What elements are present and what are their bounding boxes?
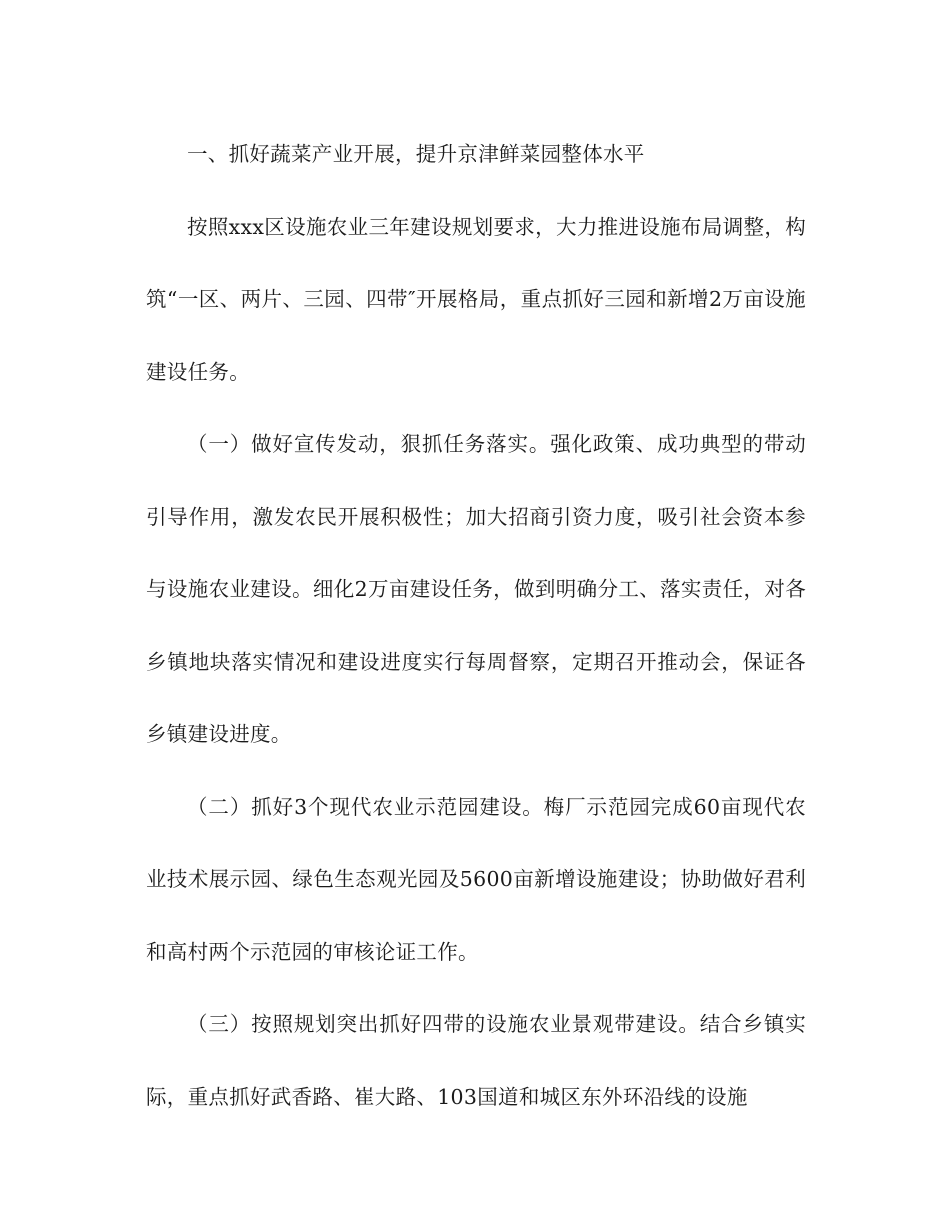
document-body — [146, 118, 806, 1133]
paragraph-item-1: （一）做好宣传发动，狠抓任务落实。强化政策、成功典型的带动引导作用，激发农民开展积极性；加大招商引资力度，吸引社会资本参与设施农业建设。细化2万亩建设任务，做到明确分工、落实责任，对各乡镇地块落实情况和建设进度实行每周督察，定期召开推动会，保证各乡镇建设进度。 — [146, 432, 806, 746]
paragraph-item-2: （二）抓好3个现代农业示范园建设。梅厂示范园完成60亩现代农业技术展示园、绿色生态观光园及5600亩新增设施建设；协助做好君利和高村两个示范园的审核论证工作。 — [146, 794, 806, 964]
paragraph-item-3: （三）按照规划突出抓好四带的设施农业景观带建设。结合乡镇实际，重点抓好武香路、崔大路、103国道和城区东外环沿线的设施 — [146, 1012, 806, 1109]
paragraph-intro: 按照xxx区设施农业三年建设规划要求，大力推进设施布局调整，构筑“一区、两片、三园、四带″开展格局，重点抓好三园和新增2万亩设施建设任务。 — [146, 214, 806, 384]
section-heading: 一、抓好蔬菜产业开展，提升京津鲜菜园整体水平 — [187, 142, 645, 166]
